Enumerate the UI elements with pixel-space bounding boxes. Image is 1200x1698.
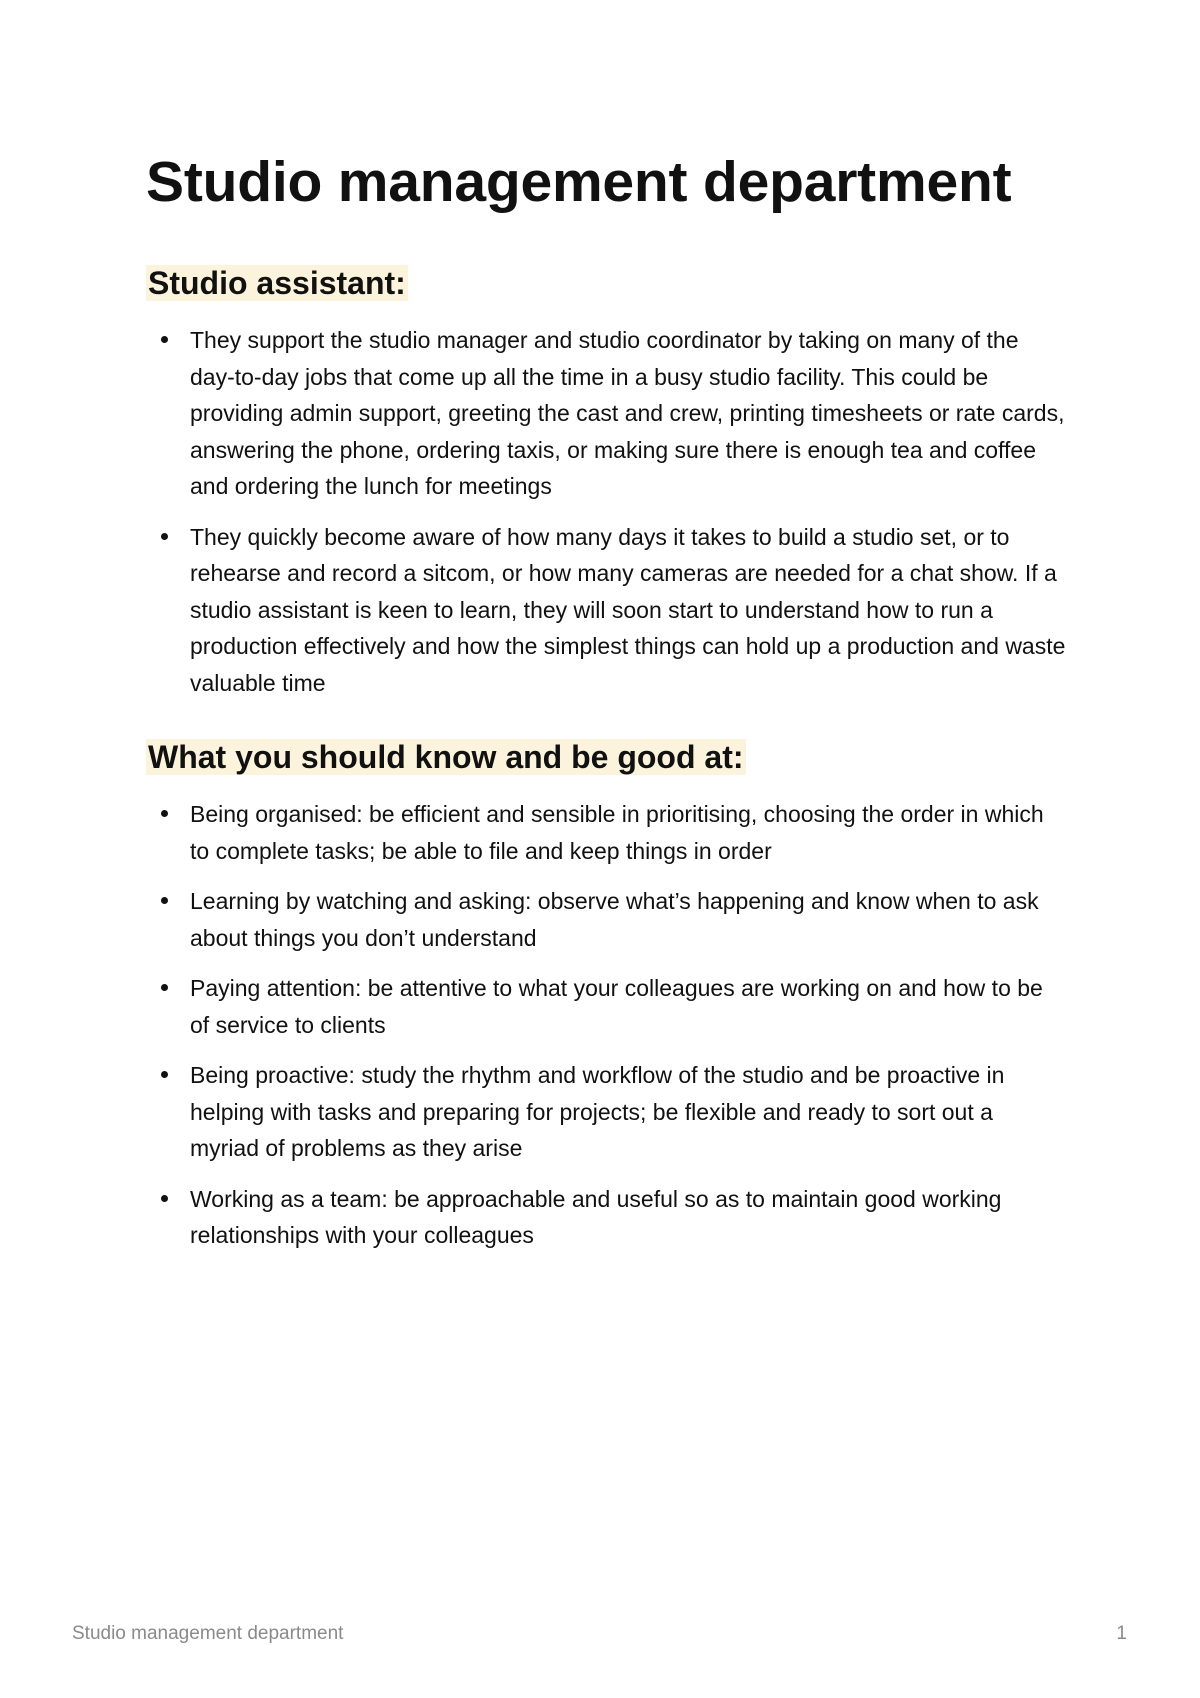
list-item — [146, 883, 1066, 956]
list-item — [146, 519, 1066, 702]
bullet-icon — [161, 984, 168, 991]
section-heading-studio-assistant — [146, 263, 408, 303]
list-item — [146, 322, 1066, 505]
bullet-icon — [161, 336, 168, 343]
footer-label: Studio management department — [72, 1623, 344, 1644]
list-item — [146, 1057, 1066, 1167]
bullet-icon — [161, 1195, 168, 1202]
list-item — [146, 796, 1066, 869]
bullet-icon — [161, 810, 168, 817]
list-item — [146, 1181, 1066, 1254]
bullet-icon — [161, 897, 168, 904]
section-heading-label: What you should know and be good at: — [148, 739, 744, 775]
page-title: Studio management department — [146, 150, 1012, 214]
list-item-text: Being proactive: study the rhythm and workflow of the studio and be proactive in helping with tasks and preparing for projects; be flexible and ready to sort out a myriad of problems as they arise — [190, 1062, 1005, 1161]
page-number: 1 — [1116, 1623, 1127, 1644]
list-item-text: Being organised: be efficient and sensible in prioritising, choosing the order in which to complete tasks; be able to file and keep things in order — [190, 801, 1044, 864]
list-item — [146, 970, 1066, 1043]
bullet-icon — [161, 533, 168, 540]
bullet-icon — [161, 1071, 168, 1078]
section-heading-label: Studio assistant: — [148, 265, 406, 301]
list-item-text: Learning by watching and asking: observe what’s happening and know when to ask about things you don’t understand — [190, 888, 1039, 951]
list-item-text: They quickly become aware of how many days it takes to build a studio set, or to rehearse and record a sitcom, or how many cameras are needed for a chat show. If a studio assistant is keen to learn, they will soon start to understand how to run a production effectively and how the simplest things can hold up a production and waste valuable time — [190, 523, 1066, 696]
bullet-list-studio-assistant — [146, 322, 1066, 701]
list-item-text: Paying attention: be attentive to what your colleagues are working on and how to be of service to clients — [190, 975, 1043, 1038]
list-item-text: They support the studio manager and studio coordinator by taking on many of the day-to-day jobs that come up all the time in a busy studio facility. This could be providing admin support, greeting the cast and crew, printing timesheets or rate cards, answering the phone, ordering taxis, or making sure there is enough tea and coffee and ordering the lunch for meetings — [190, 327, 1065, 499]
list-item-text: Working as a team: be approachable and useful so as to maintain good working relationships with your colleagues — [190, 1185, 1002, 1248]
bullet-list-skills — [146, 796, 1066, 1254]
section-heading-skills — [146, 737, 746, 777]
